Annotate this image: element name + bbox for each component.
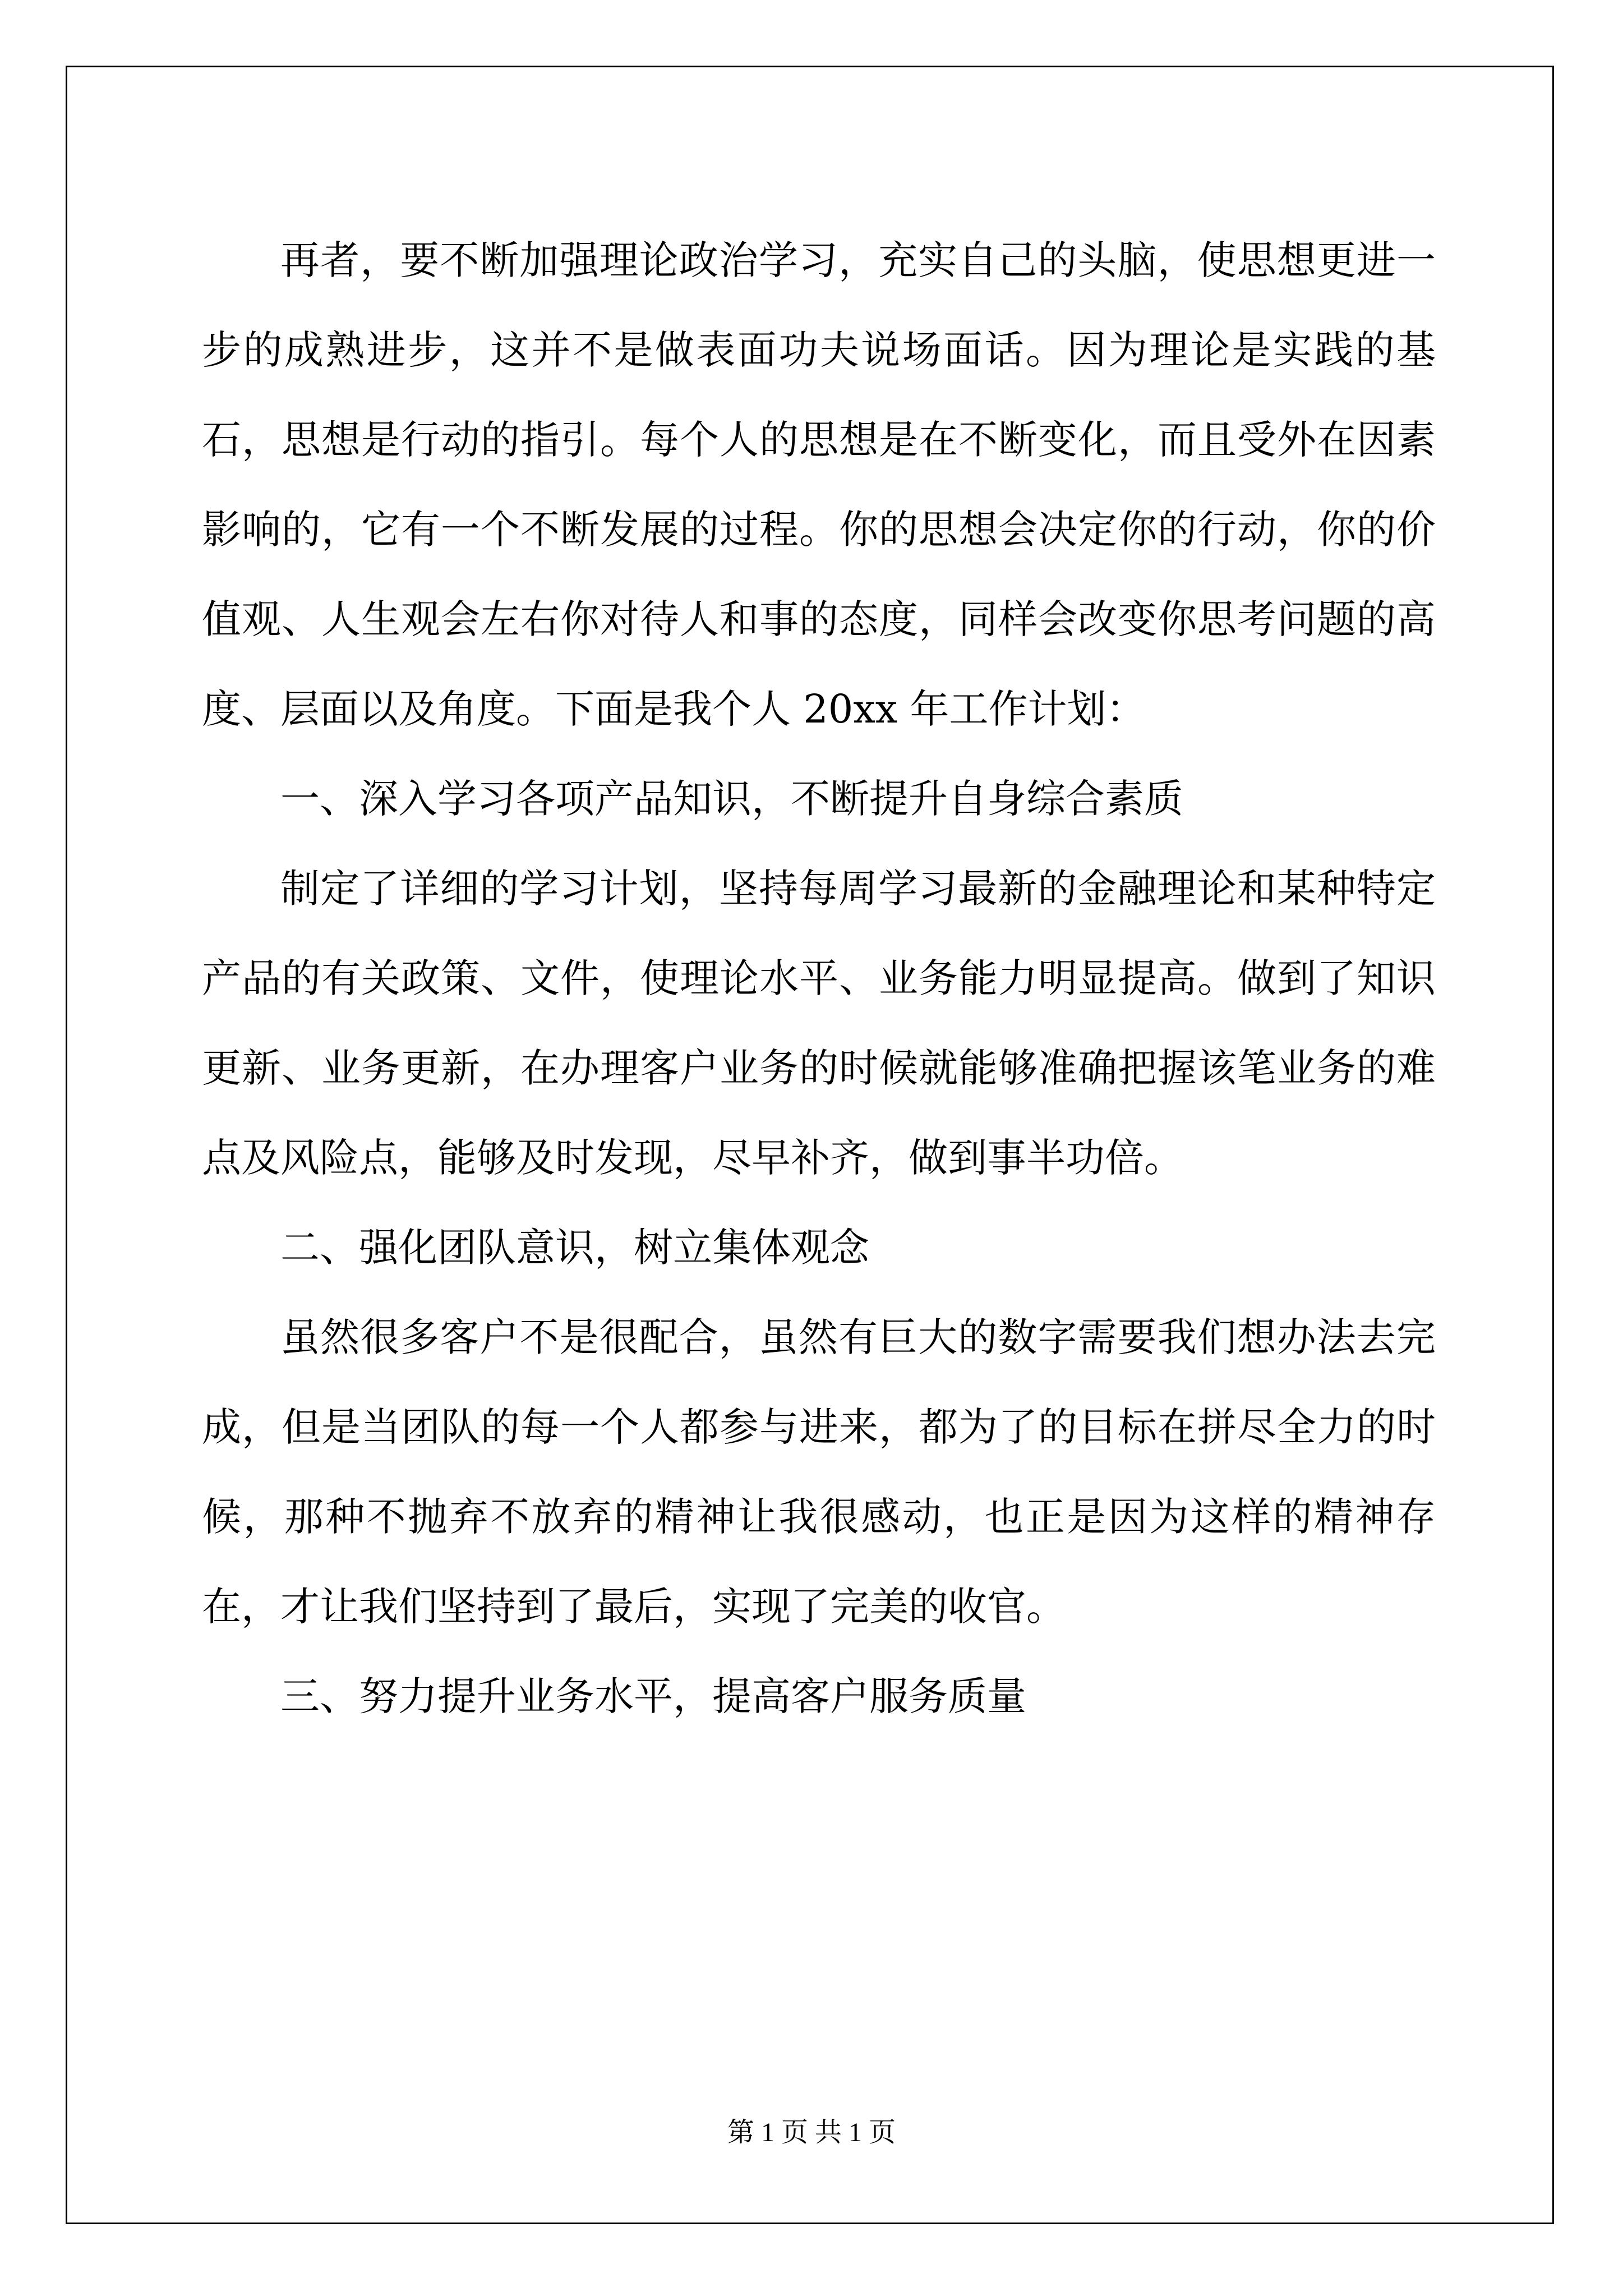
- document-body: [202, 215, 1436, 1741]
- paragraph-teamwork: 虽然很多客户不是很配合，虽然有巨大的数字需要我们想办法去完成，但是当团队的每一个人都参与进来，都为了的目标在拼尽全力的时候，那种不抛弃不放弃的精神让我很感动，也正是因为这样的精神存在，才让我们坚持到了最后，实现了完美的收官。: [202, 1314, 1436, 1630]
- page-number-footer: 第 1 页 共 1 页: [727, 2118, 896, 2147]
- section-heading-3: 三、努力提升业务水平，提高客户服务质量: [280, 1673, 1026, 1719]
- paragraph-learning-plan: 制定了详细的学习计划，坚持每周学习最新的金融理论和某种特定产品的有关政策、文件，使理论水平、业务能力明显提高。做到了知识更新、业务更新，在办理客户业务的时候就能够准确把握该笔业务的难点及风险点，能够及时发现，尽早补齐，做到事半功倍。: [202, 866, 1436, 1181]
- paragraph-intro: 再者，要不断加强理论政治学习，充实自己的头脑，使思想更进一步的成熟进步，这并不是做表面功夫说场面话。因为理论是实践的基石，思想是行动的指引。每个人的思想是在不断变化，而且受外在因素影响的，它有一个不断发展的过程。你的思想会决定你的行动，你的价值观、人生观会左右你对待人和事的态度，同样会改变你思考问题的高度、层面以及角度。下面是我个人 20xx 年工作计划：: [202, 237, 1436, 732]
- section-heading-1: 一、深入学习各项产品知识，不断提升自身综合素质: [280, 776, 1183, 822]
- section-heading-2: 二、强化团队意识，树立集体观念: [280, 1225, 869, 1271]
